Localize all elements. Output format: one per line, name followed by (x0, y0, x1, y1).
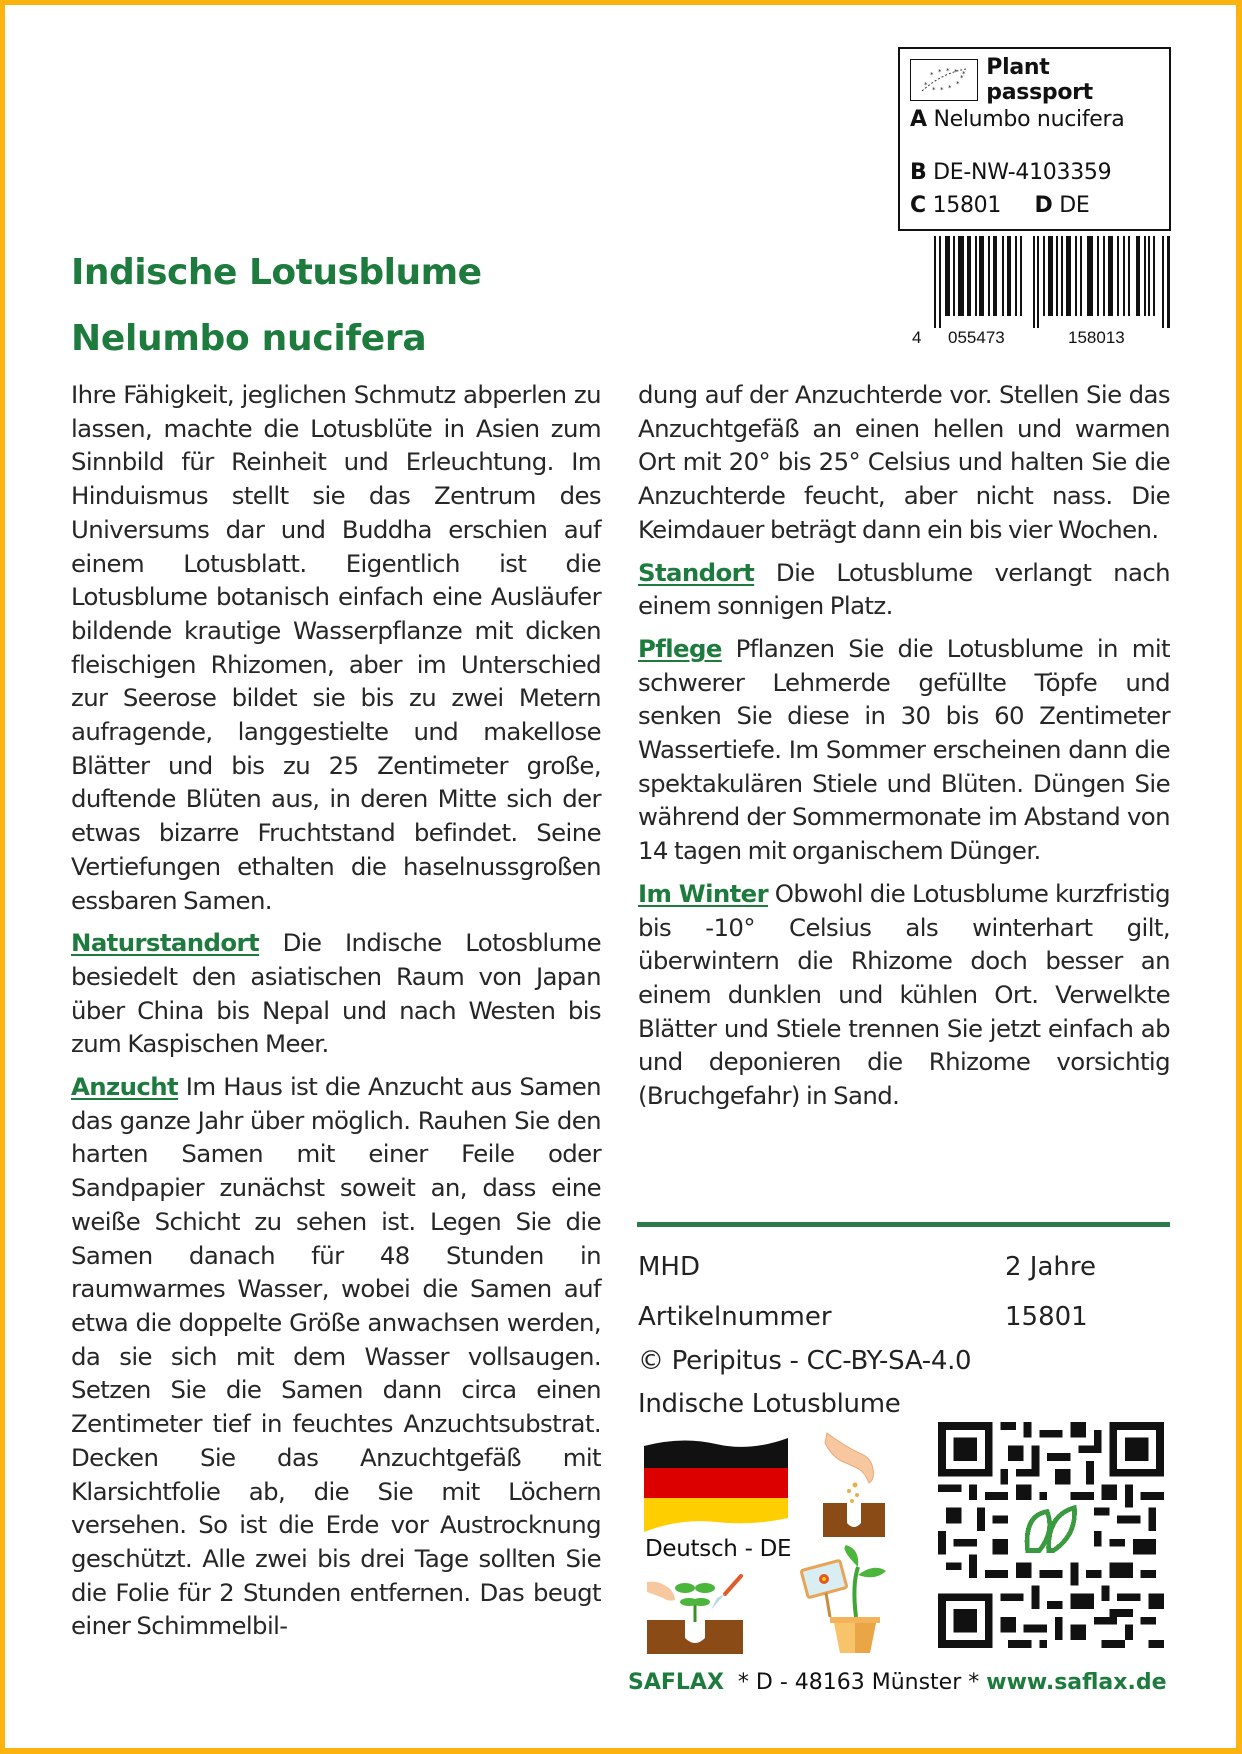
mhd-value: 2 Jahre (1005, 1252, 1096, 1282)
address: * D - 48163 Münster * (723, 1670, 987, 1695)
passport-line-a: A Nelumbo nucifera (910, 107, 1125, 132)
barcode-left-group: 055473 (948, 328, 1005, 347)
section-divider (637, 1222, 1170, 1227)
botanical-name: Nelumbo nucifera (71, 318, 427, 359)
barcode (912, 236, 1174, 348)
svg-text:*: * (956, 80, 960, 88)
passport-title: Plant passport (986, 55, 1093, 105)
website-link[interactable]: www.saflax.de (986, 1670, 1167, 1695)
section-naturstandort: Naturstandort Die Indische Lotosblume besiedelt den asiatischen Raum von Japan über China bis Nepal und nach Westen bis zum Kaspischen Meer. (71, 928, 601, 1059)
text-column-left (71, 378, 601, 1652)
potted-plant-icon (800, 1545, 890, 1655)
section-pflege: Pflege Pflanzen Sie die Lotusblume in mit schwerer Lehmerde gefüllte Töpfe und senken Sie diese in 30 bis 60 Zentimeter Wassertiefe. Im Sommer erscheinen dann die spektakulären Stiele und Blüten. Düngen Sie während der Sommermonate im Abstand von 14 tagen mit organischem Dünger. (638, 633, 1170, 866)
language-label: Deutsch - DE (645, 1536, 792, 1562)
section-heading: Pflege (638, 633, 722, 663)
svg-text:*: * (946, 67, 950, 75)
passport-line-cd: C 15801 D DE (910, 193, 1090, 218)
image-copyright: © Peripitus - CC-BY-SA-4.0 (638, 1346, 972, 1376)
barcode-first-digit: 4 (912, 328, 922, 347)
article-number-value: 15801 (1005, 1302, 1088, 1332)
section-im-winter: Im Winter Obwohl die Lotusblume kurzfristig bis -10° Celsius als winterhart gilt, überwintern die Rhizome doch besser an einem dunklen und kühlen Ort. Verwelkte Blätter und Stiele trennen Sie jetzt einfach ab und deponieren die Rhizome vorsichtig (Bruchgefahr) in Sand. (638, 878, 1170, 1111)
eu-flag-icon (910, 59, 978, 101)
section-anzucht: Anzucht Im Haus ist die Anzucht aus Samen das ganze Jahr über möglich. Rauhen Sie den harten Samen mit einer Feile oder Sandpapier zunächst soweit an, dass eine weiße Schicht zu sehen ist. Legen Sie die Samen danach für 48 Stunden in raumwarmes Wasser, wobei die Samen auf etwa die doppelte Größe anwachsen werden, da sie sich mit dem Wasser vollsaugen. Setzen Sie die Samen dann circa einen Zentimeter tief in feuchtes Anzuchtsubstrat. Decken Sie das Anzuchtgefäß mit Klarsichtfolie ab, die Sie mit Löchern versehen. So ist die Erde vor Austrocknung geschützt. Alle zwei bis drei Tage sollten Sie die Folie für 2 Stunden entfernen. Das beugt einer Schimmelbil- (71, 1072, 601, 1641)
intro-paragraph: Ihre Fähigkeit, jeglichen Schmutz abperlen zu lassen, machte die Lotusblüte in Asien zum Sinnbild für Reinheit und Erleuchtung. Im Hinduismus stellt sie das Zentrum des Universums dar und Buddha erschien auf einem Lotusblatt. Eigentlich ist die Lotusblume botanisch einfach eine Ausläufer bildende krautige Wasserpflanze mit dicken fleischigen Rhizomen, aber im Unterschied zur Seerose bildet sie bis zu zwei Metern aufragende, langgestielte und makellose Blätter und bis zu 25 Zentimeter große, duftende Blüten aus, in deren Mitte sich der etwas bizarre Fruchtstand befindet. Seine Vertiefungen ethalten die haselnussgroßen essbaren Samen. (71, 380, 601, 915)
mhd-label: MHD (638, 1252, 701, 1282)
section-heading: Naturstandort (71, 928, 260, 958)
product-name: Indische Lotusblume (638, 1389, 901, 1419)
article-number-label: Artikelnummer (638, 1302, 832, 1332)
barcode-right-group: 158013 (1068, 328, 1125, 347)
barcode-bars (912, 236, 1174, 328)
svg-text:*: * (938, 68, 942, 76)
section-heading: Im Winter (638, 878, 769, 908)
page-title: Indische Lotusblume (71, 252, 482, 293)
germany-flag-icon (642, 1432, 790, 1532)
brand-name: SAFLAX (628, 1670, 724, 1695)
svg-text:*: * (948, 84, 952, 92)
svg-text:*: * (930, 71, 934, 79)
sowing-seeds-icon (815, 1425, 895, 1537)
svg-text:*: * (960, 74, 964, 82)
plant-passport (898, 47, 1171, 231)
svg-text:*: * (924, 81, 928, 89)
passport-line-b: B DE-NW-4103359 (910, 160, 1112, 185)
text-column-right (638, 378, 1170, 1122)
svg-text:*: * (932, 86, 936, 94)
svg-text:*: * (954, 68, 958, 76)
svg-text:*: * (962, 70, 966, 78)
qr-code[interactable] (938, 1422, 1164, 1648)
svg-text:*: * (940, 86, 944, 94)
section-anzucht-continued: dung auf der Anzuchterde vor. Stellen Sie das Anzuchtgefäß an einen hellen und warmen Ort mit 20° bis 25° Celsius und halten Sie die Anzuchterde feucht, aber nicht nass. Die Keimdauer beträgt dann ein bis vier Wochen. (638, 380, 1170, 544)
section-heading: Anzucht (71, 1072, 179, 1102)
footer (628, 1670, 1167, 1695)
section-heading: Standort (638, 557, 755, 587)
section-standort: Standort Die Lotusblume verlangt nach einem sonnigen Platz. (638, 557, 1170, 621)
planting-seedling-icon (645, 1570, 749, 1655)
